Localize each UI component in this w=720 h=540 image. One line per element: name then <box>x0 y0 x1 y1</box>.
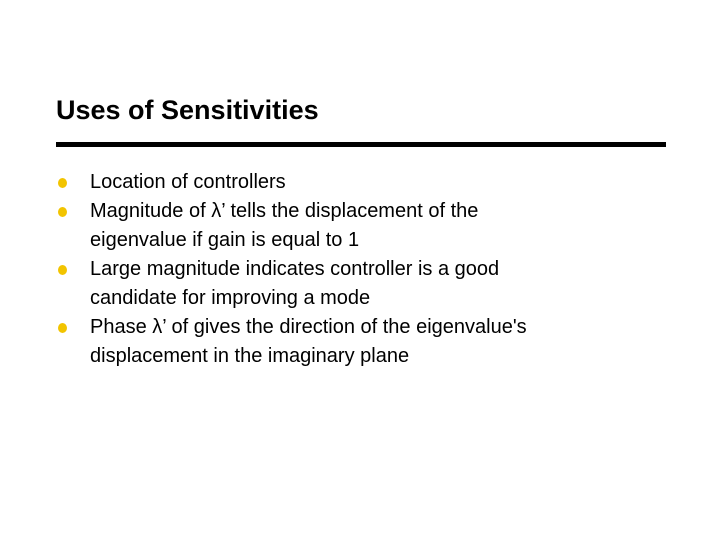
slide-title: Uses of Sensitivities <box>56 95 319 125</box>
bullet-dot-icon <box>58 265 67 275</box>
bullet-dot-icon <box>58 178 67 188</box>
bullet-item <box>58 197 578 255</box>
bullet-text: Large magnitude indicates controller is a good candidate for improving a mode <box>90 258 500 309</box>
bullet-item <box>58 168 578 197</box>
bullet-item <box>58 313 578 371</box>
bullet-text: Location of controllers <box>90 171 286 193</box>
bullet-dot-icon <box>58 323 67 333</box>
bullet-text: Magnitude of λ’ tells the displacement of the eigenvalue if gain is equal to 1 <box>90 200 479 251</box>
bullet-list <box>58 168 578 371</box>
bullet-dot-icon <box>58 207 67 217</box>
bullet-text: Phase λ’ of gives the direction of the eigenvalue's displacement in the imaginary plane <box>90 316 527 367</box>
bullet-item <box>58 255 578 313</box>
title-underline-rule <box>56 142 666 147</box>
